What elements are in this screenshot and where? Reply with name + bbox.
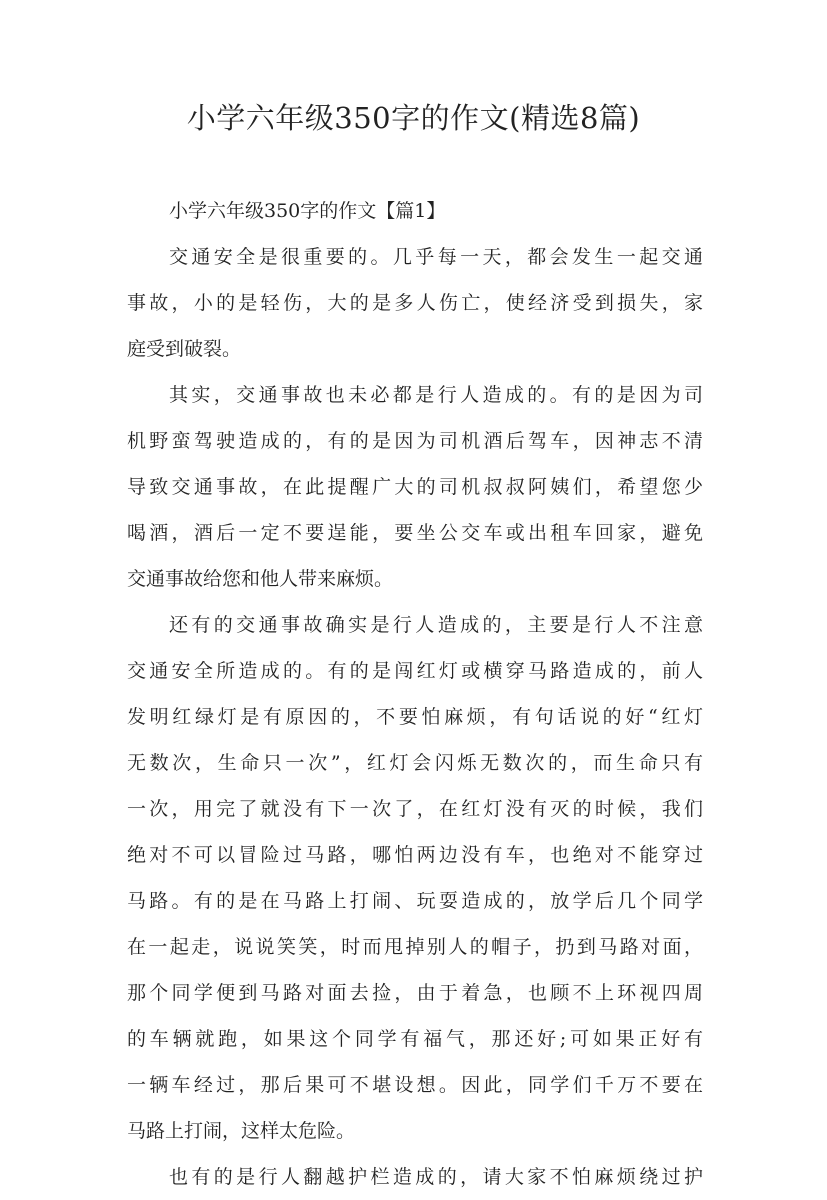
- paragraph-line: 无数次，生命只一次”，红灯会闪烁无数次的，而生命只有: [127, 752, 703, 774]
- paragraph-line: 交通安全是很重要的。几乎每一天，都会发生一起交通: [169, 246, 703, 268]
- paragraph: [127, 602, 703, 1154]
- paragraph: [127, 372, 703, 602]
- paragraph-line: 马路。有的是在马路上打闹、玩耍造成的，放学后几个同学: [127, 890, 703, 912]
- paragraph-line: 的车辆就跑，如果这个同学有福气，那还好;可如果正好有: [127, 1028, 703, 1050]
- paragraph-line: 那个同学便到马路对面去捡，由于着急，也顾不上环视四周: [127, 982, 703, 1004]
- paragraph-line: 交通安全所造成的。有的是闯红灯或横穿马路造成的，前人: [127, 660, 703, 682]
- paragraph-line: 庭受到破裂。: [127, 338, 242, 360]
- paragraph-line: 其实，交通事故也未必都是行人造成的。有的是因为司: [169, 384, 703, 406]
- paragraph-line: 导致交通事故，在此提醒广大的司机叔叔阿姨们，希望您少: [127, 476, 703, 498]
- paragraph-line: 还有的交通事故确实是行人造成的，主要是行人不注意: [169, 614, 703, 636]
- document-body: [127, 188, 703, 1200]
- paragraph-line: 一次，用完了就没有下一次了，在红灯没有灭的时候，我们: [127, 798, 703, 820]
- paragraph: [127, 1154, 703, 1200]
- paragraph-line: 也有的是行人翻越护栏造成的，请大家不怕麻烦绕过护: [169, 1166, 703, 1188]
- paragraph-line: 事故，小的是轻伤，大的是多人伤亡，使经济受到损失，家: [127, 292, 703, 314]
- paragraph-line: 机野蛮驾驶造成的，有的是因为司机酒后驾车，因神志不清: [127, 430, 703, 452]
- paragraph-line: 马路上打闹，这样太危险。: [127, 1120, 356, 1142]
- paragraph-line: 喝酒，酒后一定不要逞能，要坐公交车或出租车回家，避免: [127, 522, 703, 544]
- paragraph-line: 一辆车经过，那后果可不堪设想。因此，同学们千万不要在: [127, 1074, 703, 1096]
- paragraph: [127, 234, 703, 372]
- paragraph-line: 绝对不可以冒险过马路，哪怕两边没有车，也绝对不能穿过: [127, 844, 703, 866]
- document-title: 小学六年级350字的作文(精选8篇): [186, 101, 641, 135]
- paragraph-line: 在一起走，说说笑笑，时而甩掉别人的帽子，扔到马路对面，: [127, 936, 703, 958]
- paragraph-line: 交通事故给您和他人带来麻烦。: [127, 568, 394, 590]
- section-heading: 小学六年级350字的作文【篇1】: [169, 200, 446, 222]
- paragraph-line: 发明红绿灯是有原因的，不要怕麻烦，有句话说的好“红灯: [127, 706, 703, 728]
